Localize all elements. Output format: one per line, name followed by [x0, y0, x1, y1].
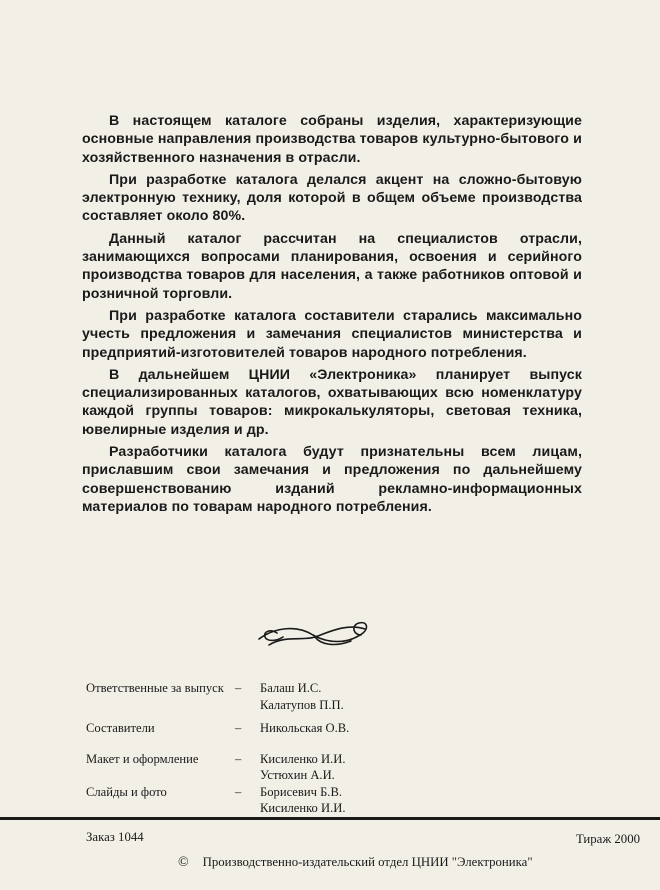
credit-row: [86, 680, 406, 713]
paragraph-2: При разработке каталога делался акцент на сложно-бытовую электронную технику, доля которой в общем объеме производства составляет около 80%.: [82, 171, 582, 225]
credit-name: Балаш И.С.: [260, 681, 322, 695]
credit-role: Ответственные за выпуск: [86, 681, 224, 695]
print-run: Тираж 2000: [575, 832, 640, 846]
copyright-icon: ©: [178, 855, 189, 870]
paragraph-1: В настоящем каталоге собраны изделия, характеризующие основные направления производства товаров культурно-бытового и хозяйственного назначения в отрасли.: [82, 113, 582, 166]
credit-name: Устюхин А.И.: [260, 768, 335, 782]
credit-name: Никольская О.В.: [260, 721, 350, 735]
credit-row: [86, 784, 406, 815]
credit-name: Кисиленко И.И.: [260, 801, 346, 815]
paragraph-3: Данный каталог рассчитан на специалистов отрасли, занимающихся вопросами планирования, освоения и серийного производства товаров для населения, а также работников оптовой и розничной торговли.: [82, 230, 582, 302]
credit-names: [260, 720, 349, 737]
credit-role: Слайды и фото: [86, 784, 167, 799]
credit-role: Макет и оформление: [86, 751, 199, 766]
credit-names: [260, 751, 346, 784]
order-number: Заказ 1044: [86, 830, 144, 844]
credit-name: Кисиленко И.И.: [260, 751, 346, 766]
credit-dash: –: [235, 751, 242, 766]
credit-row: [86, 751, 406, 784]
credit-names: [260, 680, 344, 713]
paragraph-4: При разработке каталога составители старались максимально учесть предложения и замечания специалистов министерства и предприятий-изготовителей товаров народного потребления.: [82, 307, 582, 361]
credit-dash: –: [235, 721, 242, 735]
flourish-ornament-icon: [255, 615, 375, 653]
publisher-name: Производственно-издательский отдел ЦНИИ "Электроника": [202, 855, 533, 869]
paragraph-5: В дальнейшем ЦНИИ «Электроника» планирует выпуск специализированных каталогов, охватывающих всю номенклатуру каждой группы товаров: микрокалькуляторы, световая техника, ювелирные изделия и др.: [82, 366, 582, 438]
credit-name: Калатупов П.П.: [260, 697, 344, 712]
credit-name: Борисевич Б.В.: [260, 784, 342, 799]
intro-text: [82, 112, 582, 520]
credit-dash: –: [235, 784, 242, 799]
credit-names: [260, 784, 346, 817]
credit-dash: –: [235, 681, 242, 695]
copyright-line: [178, 855, 533, 871]
credits-block: [86, 680, 406, 815]
credit-role: Составители: [86, 721, 155, 735]
paragraph-6: Разработчики каталога будут признательны всем лицам, приславшим свои замечания и предложения по дальнейшему совершенствованию изданий рекламно-информационных материалов по товарам народного потребления.: [82, 444, 582, 515]
footer-rule: [0, 817, 660, 820]
credit-row: [86, 720, 406, 737]
